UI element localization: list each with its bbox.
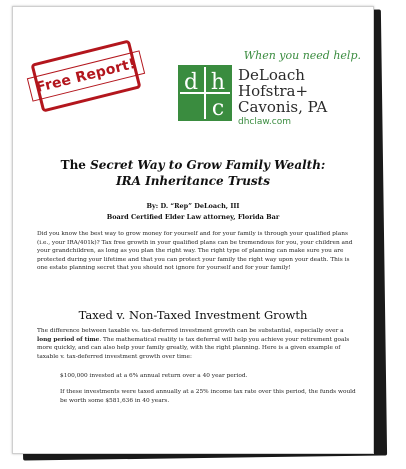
- section-text-b: . The mathematical reality is tax deferral will help you achieve your retirement goals more quickly, and can also help your family greatly, with the right planning. Here is a given example of taxable v. tax-deferred investment growth over time:: [37, 336, 350, 360]
- section-paragraph: [37, 327, 355, 361]
- report-title: [13, 157, 373, 189]
- firm-name-line-1: DeLoach: [238, 66, 305, 84]
- author-credential: Board Certified Elder Law attorney, Florida Bar: [106, 213, 280, 221]
- dhc-logo-icon: [178, 65, 232, 121]
- title-prefix: The: [60, 158, 91, 172]
- firm-website: dhclaw.com: [238, 117, 291, 127]
- free-report-stamp: [30, 39, 141, 112]
- section-text-a: The difference between taxable vs. tax-deferred investment growth can be substantial, especially over a: [37, 328, 344, 334]
- logo-letter-d: d: [183, 70, 199, 95]
- example-2: If these investments were taxed annually at a 25% income tax rate over this period, the funds would be worth some $581,636 in 40 years.: [60, 389, 356, 404]
- title-italic: Secret Way to Grow Family Wealth:: [90, 158, 326, 172]
- firm-name: [238, 67, 327, 115]
- title-line-2: IRA Inheritance Trusts: [116, 174, 270, 188]
- report-page: [12, 6, 374, 454]
- firm-name-line-2: Hofstra+: [238, 82, 309, 100]
- example-1: $100,000 invested at a 6% annual return over a 40 year period.: [60, 373, 248, 379]
- free-report-stamp-text: Free Report!: [27, 50, 145, 101]
- logo-letter-h: h: [210, 70, 226, 95]
- author-byline: [13, 201, 373, 223]
- author-name: By: D. “Rep” DeLoach, III: [146, 202, 240, 210]
- firm-name-line-3: Cavonis, PA: [238, 98, 328, 116]
- section-heading: Taxed v. Non-Taxed Investment Growth: [78, 308, 308, 322]
- logo-letter-c: c: [211, 96, 225, 121]
- intro-paragraph: Did you know the best way to grow money for yourself and for your family is through your qualified plans (i.e., your IRA/401k)? Tax free growth in your qualified plans can be tremendous for you, your children and your grandchildren, as long as you plan the right way. The right type of planning can make sure you are protected during your lifetime and that you can protect your family the right way upon your death. This is one estate planning secret that you should not ignore for yourself and for your family!: [37, 231, 353, 272]
- firm-tagline: When you need help.: [243, 49, 361, 62]
- section-text-bold: long period of time: [37, 336, 100, 343]
